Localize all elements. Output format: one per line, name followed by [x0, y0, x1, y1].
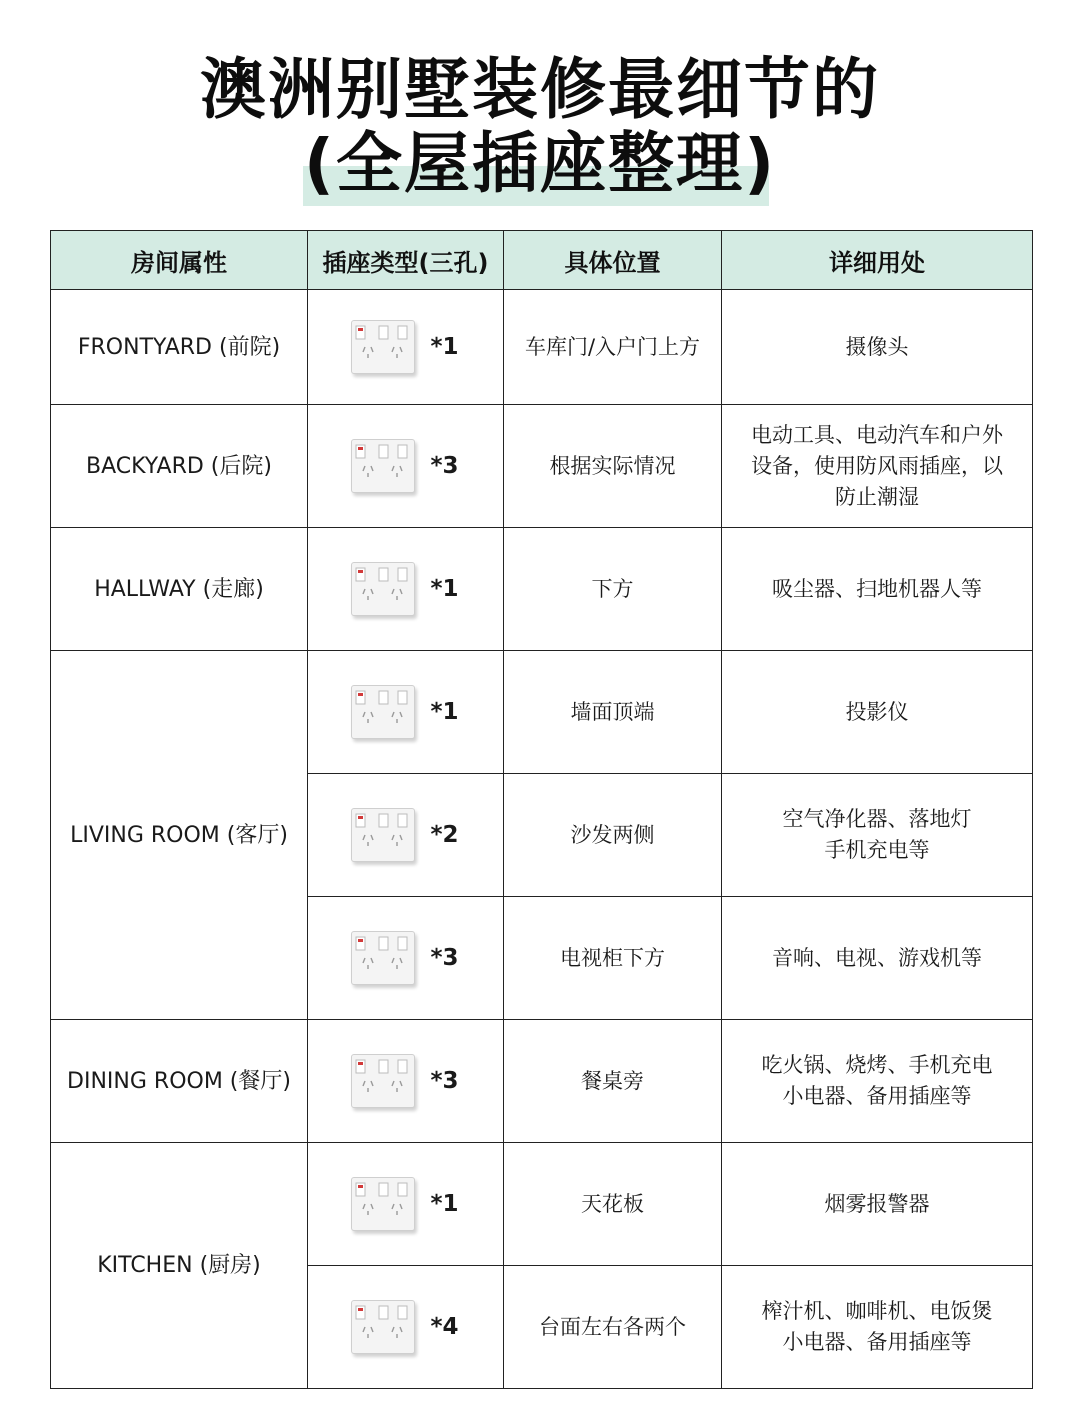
usage-cell: 音响、电视、游戏机等 [722, 897, 1033, 1020]
table-row [51, 1143, 1033, 1266]
socket-cell [308, 528, 504, 651]
table-row [51, 528, 1033, 651]
table-row [51, 651, 1033, 774]
socket-cell [308, 774, 504, 897]
location-cell: 下方 [504, 528, 722, 651]
socket-cell [308, 290, 504, 405]
usage-cell: 吸尘器、扫地机器人等 [722, 528, 1033, 651]
socket-quantity: *3 [430, 944, 459, 971]
power-outlet-icon [351, 931, 415, 985]
page-subtitle: (全屋插座整理) [303, 125, 777, 202]
location-cell: 墙面顶端 [504, 651, 722, 774]
room-frontyard: FRONTYARD (前院) [51, 290, 308, 405]
location-cell: 台面左右各两个 [504, 1266, 722, 1389]
header-room: 房间属性 [51, 231, 308, 290]
power-outlet-icon [351, 685, 415, 739]
socket-quantity: *4 [430, 1313, 459, 1340]
socket-cell [308, 1266, 504, 1389]
power-outlet-icon [351, 1177, 415, 1231]
usage-cell: 摄像头 [722, 290, 1033, 405]
socket-quantity: *3 [430, 1067, 459, 1094]
header-usage: 详细用处 [722, 231, 1033, 290]
usage-cell: 投影仪 [722, 651, 1033, 774]
socket-cell [308, 1143, 504, 1266]
table-header-row [51, 231, 1033, 290]
socket-quantity: *1 [430, 698, 459, 725]
socket-quantity: *2 [430, 821, 459, 848]
room-dining: DINING ROOM (餐厅) [51, 1020, 308, 1143]
usage-cell: 烟雾报警器 [722, 1143, 1033, 1266]
socket-quantity: *1 [430, 333, 459, 360]
table-row [51, 1020, 1033, 1143]
location-cell: 餐桌旁 [504, 1020, 722, 1143]
location-cell: 根据实际情况 [504, 405, 722, 528]
power-outlet-icon [351, 439, 415, 493]
usage-cell: 榨汁机、咖啡机、电饭煲 小电器、备用插座等 [722, 1266, 1033, 1389]
power-outlet-icon [351, 1054, 415, 1108]
room-living: LIVING ROOM (客厅) [51, 651, 308, 1020]
power-outlet-icon [351, 1300, 415, 1354]
location-cell: 电视柜下方 [504, 897, 722, 1020]
usage-cell: 吃火锅、烧烤、手机充电 小电器、备用插座等 [722, 1020, 1033, 1143]
room-kitchen: KITCHEN (厨房) [51, 1143, 308, 1389]
room-backyard: BACKYARD (后院) [51, 405, 308, 528]
location-cell: 车库门/入户门上方 [504, 290, 722, 405]
socket-quantity: *3 [430, 452, 459, 479]
socket-cell [308, 651, 504, 774]
table-row [51, 290, 1033, 405]
location-cell: 天花板 [504, 1143, 722, 1266]
power-outlet-icon [351, 320, 415, 374]
socket-quantity: *1 [430, 1190, 459, 1217]
power-outlet-icon [351, 808, 415, 862]
usage-cell: 空气净化器、落地灯 手机充电等 [722, 774, 1033, 897]
table-row [51, 405, 1033, 528]
socket-quantity: *1 [430, 575, 459, 602]
socket-cell [308, 1020, 504, 1143]
header-socket-type: 插座类型(三孔) [308, 231, 504, 290]
location-cell: 沙发两侧 [504, 774, 722, 897]
room-hallway: HALLWAY (走廊) [51, 528, 308, 651]
header-location: 具体位置 [504, 231, 722, 290]
socket-cell [308, 405, 504, 528]
outlet-table [50, 230, 1033, 1389]
power-outlet-icon [351, 562, 415, 616]
usage-cell: 电动工具、电动汽车和户外 设备，使用防风雨插座，以 防止潮湿 [722, 405, 1033, 528]
page-title: 澳洲别墅装修最细节的 [200, 51, 880, 128]
socket-cell [308, 897, 504, 1020]
